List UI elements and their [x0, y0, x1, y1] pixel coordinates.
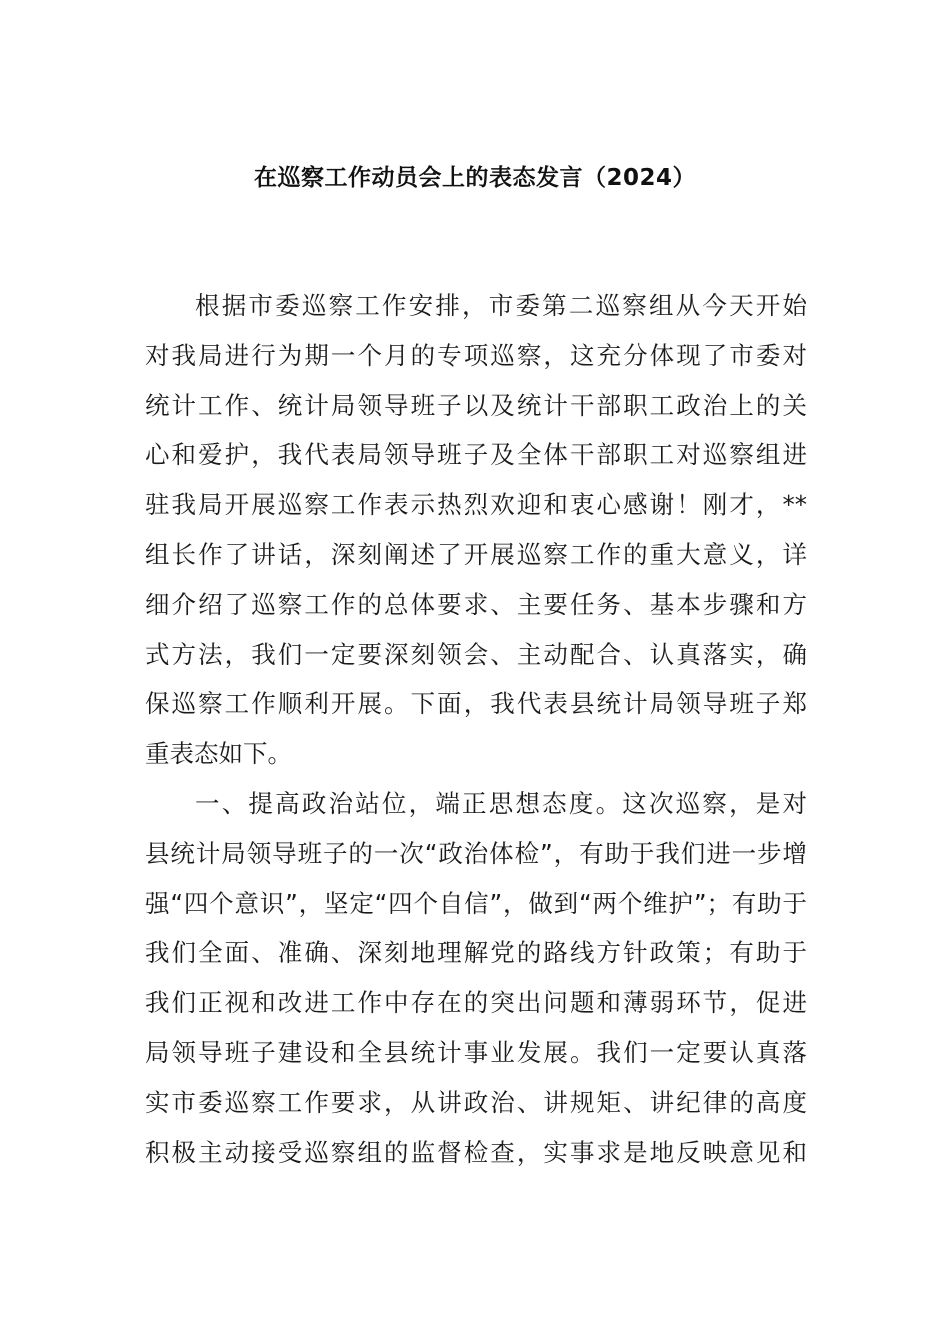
paragraph-1-line-10: 重表态如下。 [145, 739, 292, 769]
paragraph-1-line-1: 根据市委巡察工作安排，市委第二巡察组从今天开始 [195, 291, 807, 320]
paragraph-2-line-8: 积极主动接受巡察组的监督检查，实事求是地反映意见和 [145, 1137, 807, 1167]
paragraph-2-line-3: 强“四个意识”，坚定“四个自信”，做到“两个维护”；有助于 [145, 888, 807, 918]
paragraph-1-line-3: 统计工作、统计局领导班子以及统计干部职工政治上的关 [145, 390, 807, 420]
document-body [145, 281, 807, 1177]
paragraph-2-line-7: 实市委巡察工作要求，从讲政治、讲规矩、讲纪律的高度 [145, 1087, 807, 1117]
paragraph-2-line-2: 县统计局领导班子的一次“政治体检”，有助于我们进一步增 [145, 838, 807, 868]
paragraph-1-line-8: 式方法，我们一定要深刻领会、主动配合、认真落实，确 [145, 639, 807, 669]
paragraph-1-line-6: 组长作了讲话，深刻阐述了开展巡察工作的重大意义，详 [145, 539, 807, 569]
paragraph-1-line-4: 心和爱护，我代表局领导班子及全体干部职工对巡察组进 [145, 440, 807, 470]
document-title: 在巡察工作动员会上的表态发言（2024） [253, 165, 696, 191]
paragraph-1-line-5: 驻我局开展巡察工作表示热烈欢迎和衷心感谢！刚才，** [145, 490, 807, 520]
paragraph-1-line-7: 细介绍了巡察工作的总体要求、主要任务、基本步骤和方 [145, 589, 807, 619]
paragraph-1-line-2: 对我局进行为期一个月的专项巡察，这充分体现了市委对 [145, 340, 807, 370]
paragraph-2-line-5: 我们正视和改进工作中存在的突出问题和薄弱环节，促进 [145, 988, 807, 1018]
paragraph-2-line-1: 一、提高政治站位，端正思想态度。这次巡察，是对 [195, 788, 807, 818]
paragraph-2-line-6: 局领导班子建设和全县统计事业发展。我们一定要认真落 [145, 1037, 807, 1067]
paragraph-2-line-4: 我们全面、准确、深刻地理解党的路线方针政策；有助于 [145, 938, 807, 968]
paragraph-1-line-9: 保巡察工作顺利开展。下面，我代表县统计局领导班子郑 [145, 689, 807, 719]
